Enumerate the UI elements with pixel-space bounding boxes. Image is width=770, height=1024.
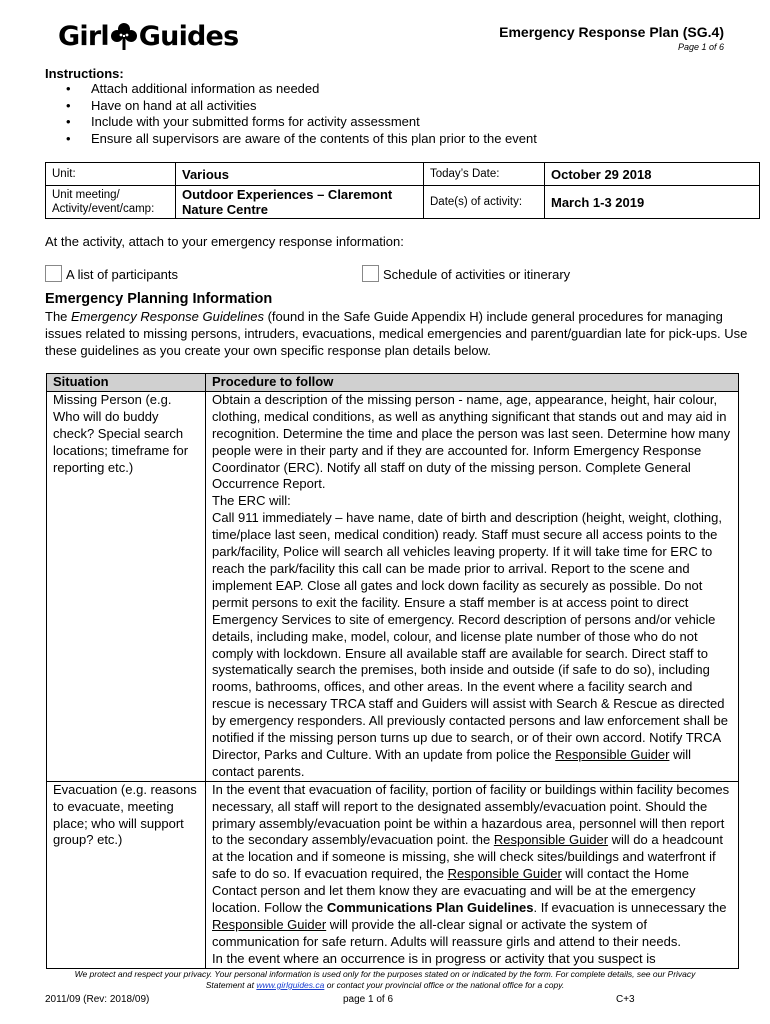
responsible-guider-ref: Responsible Guider bbox=[493, 832, 609, 848]
todays-date-label: Today’s Date: bbox=[424, 163, 545, 186]
revision-info: 2011/09 (Rev: 2018/09) bbox=[45, 994, 150, 1005]
instruction-item: • Ensure all supervisors are aware of the contents of this plan prior to the event bbox=[46, 131, 537, 148]
schedule-checkbox-row[interactable] bbox=[362, 265, 570, 282]
trefoil-icon bbox=[110, 21, 138, 51]
table-row bbox=[47, 391, 739, 781]
evacuation-situation[interactable]: Evacuation (e.g. reasons to evacuate, meeting place; who will support group? etc.) bbox=[47, 781, 206, 968]
evac-text-b: will do a headcount at the location and if someone is missing, she will check sites/buildings and waterfront if safe to do so. If evacuation required, the bbox=[212, 832, 723, 882]
logo-text-guides: Guides bbox=[138, 20, 239, 52]
privacy-notice bbox=[40, 969, 730, 991]
missing-procedure-text: Call 911 immediately – have name, date of birth and description (height, weight, clothing, time/place last seen, medical condition) ready. Staff must secure all access points to the park/facility, Police will search all vehicles leaving property. If it will take time for ERC to reach the park/facility this call can be made prior to arrival. Report to the scene and implement EAP. Close all gates and lock down facility as securely as possible. Do not permit persons to exit the facility. Ensure a staff member is at access point to direct Emergency Services to site of emergency. Record description of persons and/or vehicle details, including make, model, colour, and license plate number of those who do not comply with lockdown. Ensure all available staff are available for search. Direct staff to systematically search the premises, both inside and outside (if safe to do so), including rooms, bathrooms, offices, and other areas. In the event where a facility search and rescue is necessary TRCA staff and Guiders will assist with Search & Rescue as directed by emergency responders. All previously contacted persons and law enforcement shall be notified if the missing person turns up due to search, or of their own accord. Notify TRCA Director, Parks and Culture. With an update from police the bbox=[212, 510, 728, 762]
unit-meeting-label-line2: Activity/event/camp: bbox=[52, 203, 155, 215]
responsible-guider-ref: Responsible Guider bbox=[555, 746, 670, 762]
page-indicator-top: Page 1 of 6 bbox=[677, 42, 724, 52]
guidelines-title: Emergency Response Guidelines bbox=[71, 309, 264, 324]
missing-procedure-p1: Obtain a description of the missing person - name, age, appearance, height, hair colour, clothing, medical conditions, as well as anything significant that stands out and may aid in recognition. Determine the time and place the person was last seen. Determine how many people were in their party and if they are accounted for. Inform Emergency Response Coordinator (ERC). Notify all staff on duty of the missing person. Complete General Occurrence Report. bbox=[212, 391, 731, 492]
planning-text-rest: (found in the Safe Guide Appendix H) include general procedures for managing issues related to missing persons, intruders, evacuations, medical emergencies and parent/guardian late for pick-ups. Use these guidelines as you create your own specific response plan details below. bbox=[45, 309, 748, 358]
evac-text-c: will contact the Home Contact person and let them know they are evacuating and will be at the emergency location. Follow the bbox=[212, 866, 696, 916]
participants-checkbox-row[interactable] bbox=[45, 265, 178, 282]
procedure-header: Procedure to follow bbox=[206, 374, 739, 392]
participants-checkbox[interactable] bbox=[45, 265, 62, 282]
privacy-line-2 bbox=[40, 980, 730, 991]
form-code: C+3 bbox=[616, 994, 635, 1005]
responsible-guider-ref: Responsible Guider bbox=[212, 917, 327, 932]
missing-procedure-p3 bbox=[212, 510, 733, 781]
situation-header: Situation bbox=[47, 374, 206, 392]
todays-date-value[interactable]: October 29 2018 bbox=[545, 163, 760, 186]
planning-heading: Emergency Planning Information bbox=[45, 291, 273, 307]
schedule-checkbox[interactable] bbox=[362, 265, 379, 282]
privacy-link[interactable]: www.girlguides.ca bbox=[256, 980, 325, 990]
evac-procedure-p2: In the event where an occurrence is in progress or activity that you suspect is bbox=[212, 950, 656, 966]
unit-meeting-value-line2: Nature Centre bbox=[182, 202, 268, 217]
missing-person-situation[interactable]: Missing Person (e.g. Who will do buddy check? Special search locations; timeframe for reporting etc.) bbox=[47, 391, 206, 781]
unit-meeting-label-line1: Unit meeting/ bbox=[52, 189, 120, 201]
unit-meeting-label bbox=[46, 186, 176, 219]
evacuation-procedure[interactable] bbox=[206, 781, 739, 968]
unit-value[interactable]: Various bbox=[176, 163, 424, 186]
activity-dates-label: Date(s) of activity: bbox=[424, 186, 545, 219]
responsible-guider-ref: Responsible Guider bbox=[447, 866, 562, 882]
missing-person-procedure[interactable] bbox=[206, 391, 739, 781]
instruction-item: • Attach additional information as needed bbox=[46, 81, 537, 98]
privacy-text-end: or contact your provincial office or the national office for a copy. bbox=[324, 980, 565, 990]
privacy-text: Statement at bbox=[205, 980, 257, 990]
unit-meeting-value[interactable] bbox=[176, 186, 424, 219]
document-title: Emergency Response Plan (SG.4) bbox=[499, 24, 724, 40]
table-row bbox=[47, 781, 739, 968]
evac-procedure-p1 bbox=[212, 782, 733, 951]
schedule-checkbox-label: Schedule of activities or itinerary bbox=[383, 267, 571, 282]
instructions-heading: Instructions: bbox=[45, 66, 124, 81]
comm-guidelines-ref: Communications Plan Guidelines bbox=[326, 900, 534, 916]
logo-text-girl: Girl bbox=[58, 20, 109, 52]
unit-label: Unit: bbox=[46, 163, 176, 186]
unit-meeting-value-line1: Outdoor Experiences – Claremont bbox=[182, 187, 393, 202]
evac-text-d: . If evacuation is unnecessary the bbox=[533, 900, 727, 916]
instruction-item: • Have on hand at all activities bbox=[46, 98, 537, 115]
instructions-list bbox=[46, 81, 537, 147]
privacy-line-1: We protect and respect your privacy. Your personal information is used only for the purposes stated on or indicated by the form. For complete details, see our Privacy bbox=[74, 969, 696, 979]
page-number: page 1 of 6 bbox=[343, 994, 394, 1005]
activity-dates-value[interactable]: March 1-3 2019 bbox=[545, 186, 760, 219]
missing-procedure-p2: The ERC will: bbox=[212, 493, 291, 509]
planning-paragraph bbox=[45, 308, 760, 359]
instruction-item: • Include with your submitted forms for activity assessment bbox=[46, 114, 537, 131]
participants-checkbox-label: A list of participants bbox=[66, 267, 178, 282]
activity-info-table bbox=[45, 162, 760, 219]
attach-instructions: At the activity, attach to your emergency response information: bbox=[45, 234, 404, 249]
girl-guides-logo bbox=[58, 16, 238, 56]
evac-text-a: In the event that evacuation of facility, portion of facility or buildings within facility becomes necessary, all staff will report to the designated assembly/evacuation point. Should the primary assembly/evacuation point be within a hazardous area, personnel will then report to the secondary assembly/evacuation point. the bbox=[212, 781, 730, 848]
planning-text: The bbox=[45, 309, 72, 324]
missing-procedure-end: will contact parents. bbox=[212, 746, 692, 779]
evac-text-e: will provide the all-clear signal or activate the system of communication for safe return. Adults will reassure girls and attend to their needs. bbox=[212, 917, 681, 949]
procedures-table bbox=[46, 373, 739, 969]
